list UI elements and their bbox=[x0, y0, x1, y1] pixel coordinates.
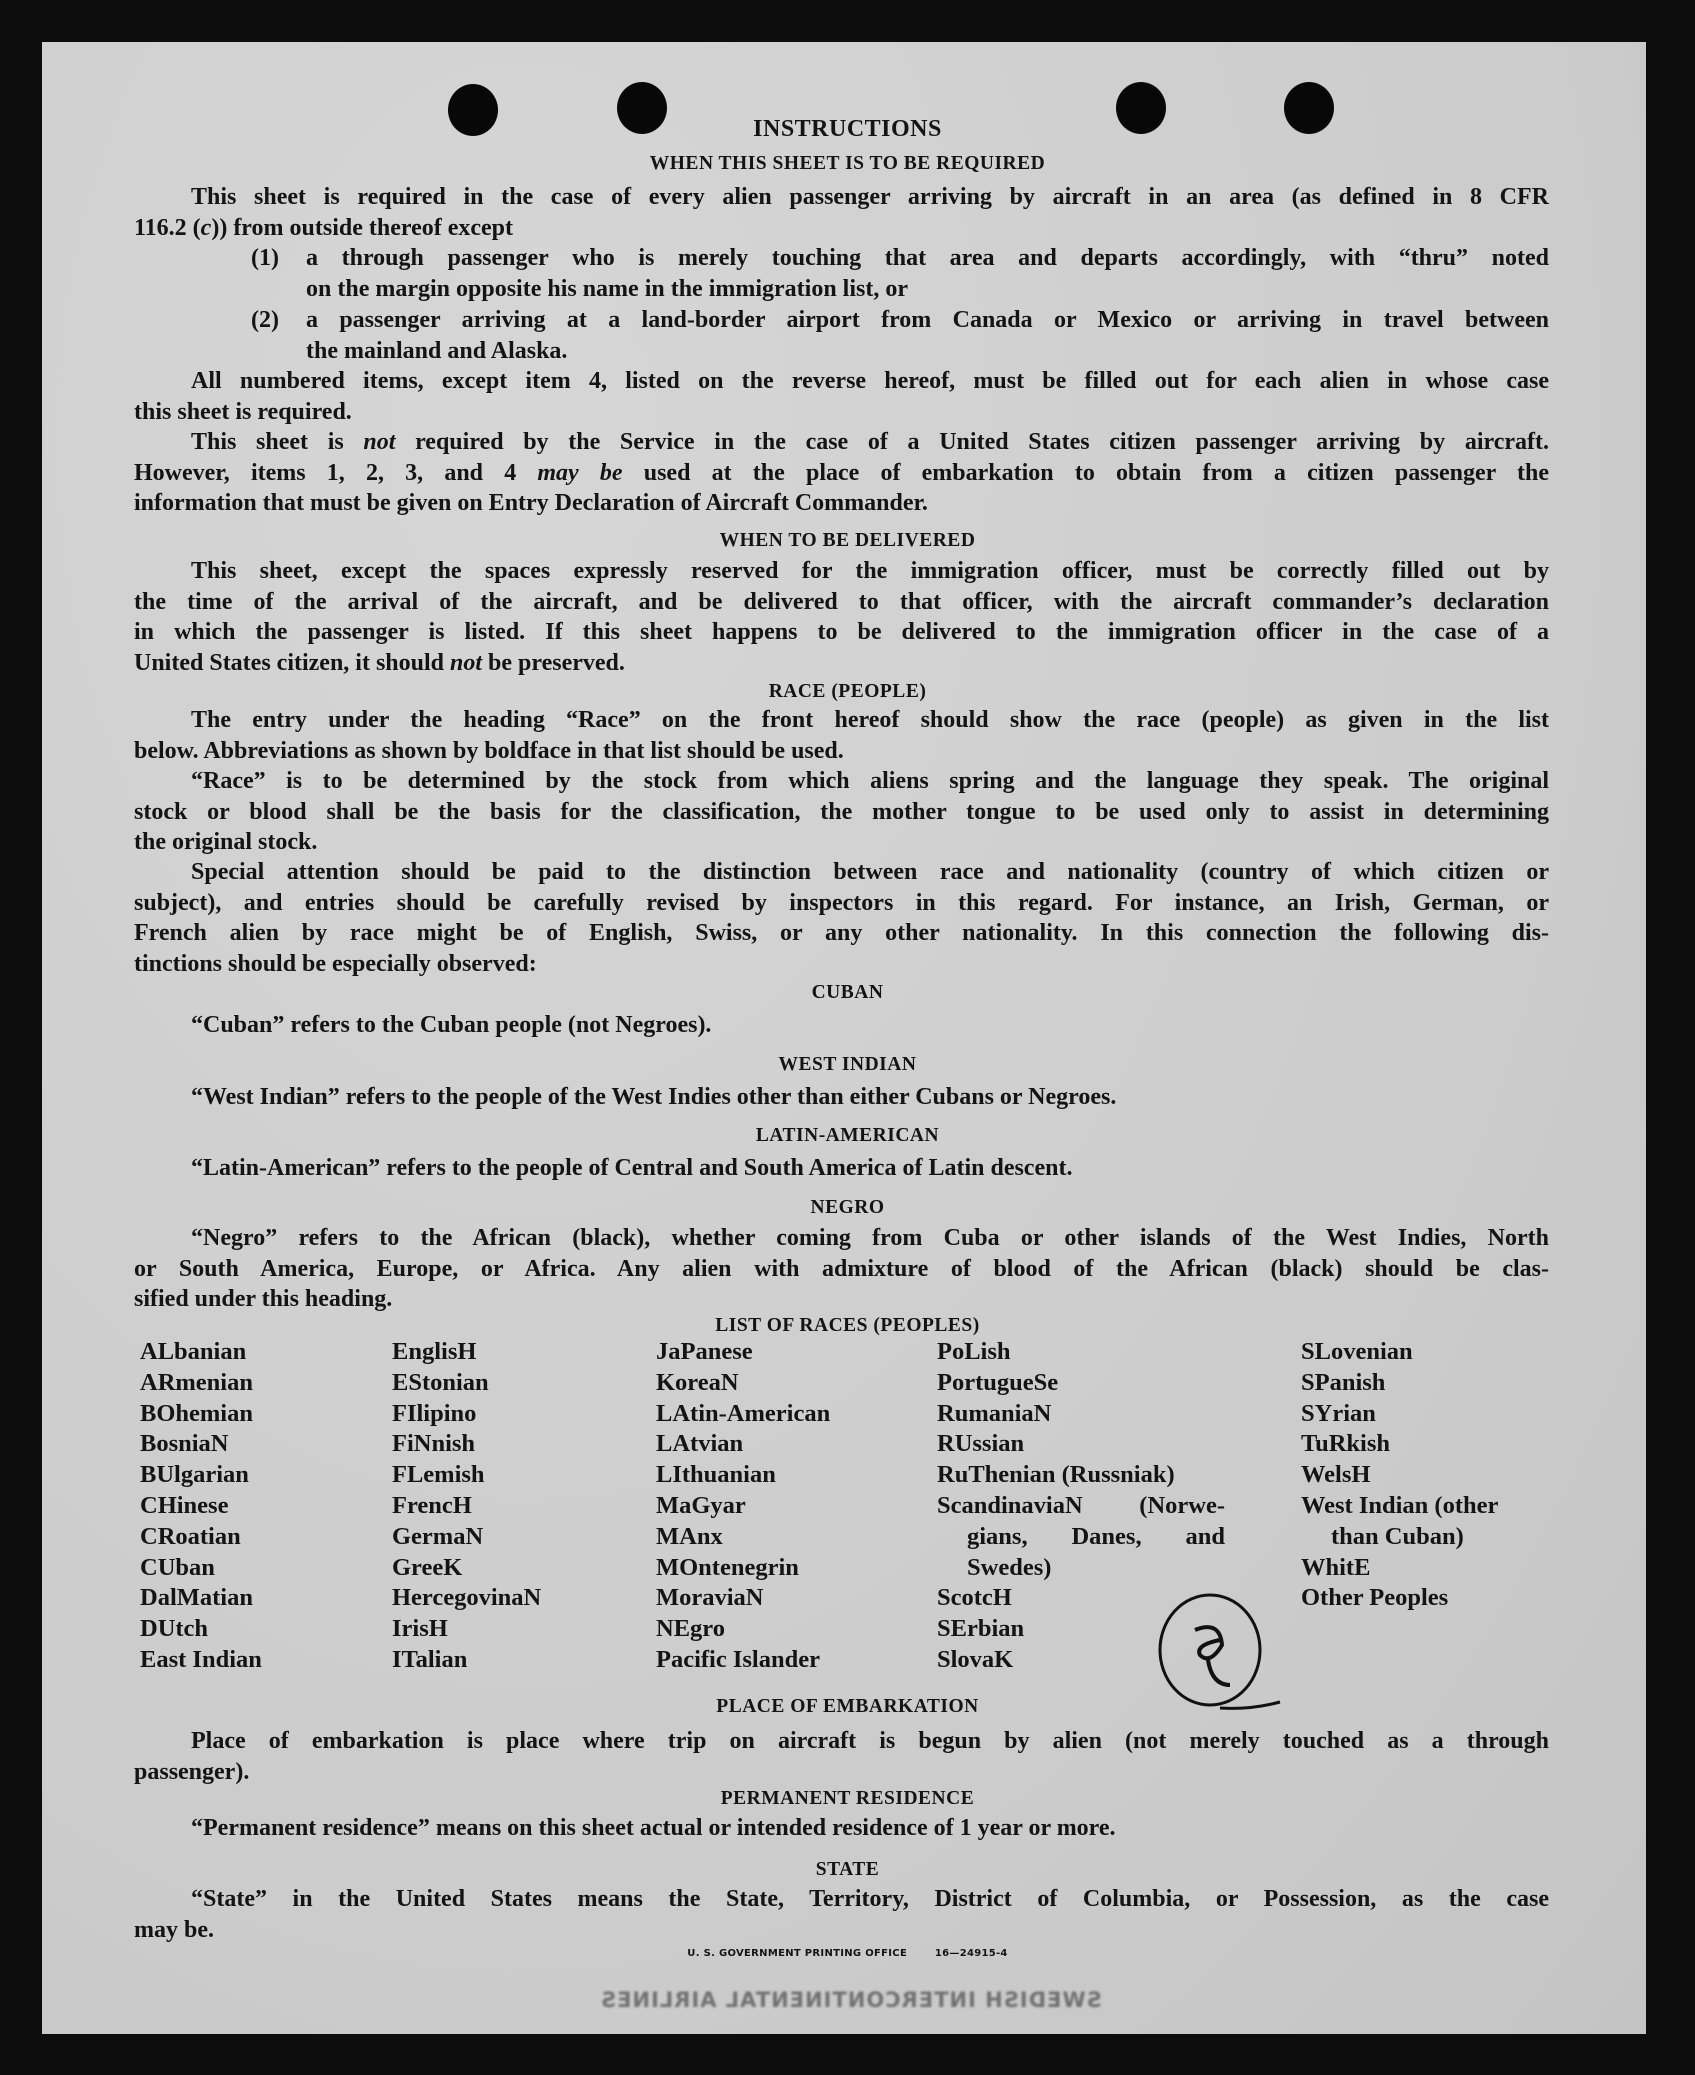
italic-text: c bbox=[200, 214, 212, 241]
text-line bbox=[134, 397, 1549, 428]
text-segment: All numbered items, except item 4, listed on the reverse hereof, must be filled out for each alien in whose case bbox=[191, 368, 1549, 394]
text-line bbox=[134, 366, 1549, 397]
italic-text: may be bbox=[537, 459, 623, 486]
paragraph bbox=[134, 1813, 1549, 1844]
race-entry: KoreaN bbox=[656, 1368, 739, 1396]
text-segment: or South America, Europe, or Africa. Any alien with admixture of blood of the African (black) should be clas- bbox=[134, 1255, 1549, 1282]
text-segment: )) from outside thereof except bbox=[211, 214, 514, 241]
race-entry: ITalian bbox=[392, 1645, 468, 1673]
text-segment: “Permanent residence” means on this sheet actual or intended residence of 1 year or more. bbox=[191, 1815, 1116, 1841]
text-line bbox=[134, 949, 1549, 980]
text-line bbox=[134, 648, 1549, 679]
heading-west-indian: WEST INDIAN bbox=[778, 1054, 917, 1075]
paragraph bbox=[134, 705, 1549, 766]
race-entry: BosniaN bbox=[140, 1430, 229, 1458]
race-entry: ALbanian bbox=[140, 1338, 247, 1365]
text-line bbox=[306, 305, 1549, 336]
printer-imprint: U. S. GOVERNMENT PRINTING OFFICE bbox=[687, 1948, 908, 1959]
text-line bbox=[134, 427, 1549, 458]
text-line bbox=[134, 458, 1549, 489]
text-line bbox=[134, 1254, 1549, 1285]
italic-text: not bbox=[450, 650, 483, 677]
text-line bbox=[306, 243, 1549, 274]
text-line bbox=[134, 1223, 1549, 1254]
race-entry: FLemish bbox=[392, 1461, 485, 1489]
race-entry: CRoatian bbox=[140, 1522, 241, 1550]
race-entry: SPanish bbox=[1301, 1368, 1386, 1396]
race-entry: SLovenian bbox=[1301, 1338, 1413, 1365]
heading-place-of-embarkation: PLACE OF EMBARKATION bbox=[716, 1696, 979, 1717]
race-entry: Pacific Islander bbox=[656, 1645, 820, 1673]
race-entry: SErbian bbox=[937, 1615, 1025, 1643]
exception-item-2 bbox=[251, 305, 1549, 366]
race-entry: than Cuban) bbox=[1331, 1522, 1464, 1550]
heading-list-of-races: LIST OF RACES (PEOPLES) bbox=[715, 1315, 980, 1336]
race-entry: CHinese bbox=[140, 1491, 229, 1519]
race-entry: ScandinaviaN (Norwe- bbox=[937, 1491, 1225, 1519]
footer bbox=[0, 1948, 1695, 1960]
races-column bbox=[140, 1337, 262, 1676]
text-line bbox=[134, 556, 1549, 587]
races-column bbox=[392, 1337, 541, 1676]
paragraph bbox=[134, 1153, 1549, 1184]
text-line bbox=[134, 705, 1549, 736]
paragraph bbox=[134, 182, 1549, 243]
race-entry: ARmenian bbox=[140, 1368, 253, 1396]
race-entry: MaGyar bbox=[656, 1491, 746, 1519]
paragraph bbox=[134, 1082, 1549, 1113]
race-entry: GermaN bbox=[392, 1522, 484, 1550]
text-line bbox=[134, 1010, 1549, 1041]
heading-cuban: CUBAN bbox=[811, 982, 884, 1003]
text-segment: a passenger arriving at a land-border airport from Canada or Mexico or arriving in travel between bbox=[306, 307, 1549, 333]
text-line bbox=[134, 587, 1549, 618]
race-entry: LIthuanian bbox=[656, 1461, 776, 1489]
heading-latin-american: LATIN-AMERICAN bbox=[755, 1125, 940, 1146]
text-segment: This sheet is bbox=[191, 429, 364, 455]
text-line bbox=[134, 182, 1549, 213]
text-segment: “West Indian” refers to the people of the West Indies other than either Cubans or Negroes. bbox=[191, 1084, 1117, 1110]
text-line bbox=[134, 918, 1549, 949]
text-segment: below. Abbreviations as shown by bbox=[134, 737, 485, 764]
text-line bbox=[134, 857, 1549, 888]
text-segment: may be. bbox=[134, 1916, 214, 1943]
paragraph bbox=[134, 556, 1549, 679]
race-entry: DUtch bbox=[140, 1615, 209, 1643]
heading-when-delivered: WHEN TO BE DELIVERED bbox=[719, 530, 976, 551]
race-entry: DalMatian bbox=[140, 1584, 253, 1612]
paragraph bbox=[134, 1010, 1549, 1041]
heading-when-required: WHEN THIS SHEET IS TO BE REQUIRED bbox=[649, 153, 1046, 174]
text-segment: “Cuban” refers to the Cuban people (not Negroes). bbox=[191, 1012, 712, 1038]
text-segment: tinctions should be especially observed: bbox=[134, 951, 537, 978]
race-entry: JaPanese bbox=[656, 1338, 753, 1365]
text-segment: French alien by race might be of English, Swiss, or any other nationality. In this connection the following dis- bbox=[134, 920, 1549, 947]
race-entry: EStonian bbox=[392, 1368, 489, 1396]
race-entry: WelsH bbox=[1301, 1461, 1371, 1489]
race-entry: FIlipino bbox=[392, 1399, 477, 1427]
text-segment: United States citizen, it should bbox=[134, 650, 451, 677]
italic-text: not bbox=[363, 429, 396, 455]
race-entry: NEgro bbox=[656, 1615, 725, 1643]
race-entry: BOhemian bbox=[140, 1399, 253, 1427]
form-number: 16—24915-4 bbox=[934, 1948, 1008, 1959]
race-entry: FrencH bbox=[392, 1491, 472, 1519]
text-segment: sified under this heading. bbox=[134, 1286, 393, 1313]
text-line bbox=[134, 1757, 1549, 1788]
text-segment: “Negro” refers to the African (black), whether coming from Cuba or other islands of the West Indies, North bbox=[191, 1225, 1549, 1251]
text-segment: “Race” is to be determined by the stock from which aliens spring and the language they speak. The original bbox=[191, 768, 1549, 794]
race-entry: RumaniaN bbox=[937, 1399, 1052, 1427]
text-segment: passenger). bbox=[134, 1758, 250, 1785]
race-entry: CUban bbox=[140, 1553, 215, 1581]
race-entry: MOntenegrin bbox=[656, 1553, 799, 1581]
text-line bbox=[134, 213, 1549, 244]
race-entry: IrisH bbox=[392, 1615, 448, 1643]
text-line bbox=[134, 488, 1549, 519]
race-entry: MAnx bbox=[656, 1522, 723, 1550]
race-entry: ScotcH bbox=[937, 1584, 1012, 1612]
text-segment: a through passenger who is merely touching that area and departs accordingly, with “thru” noted bbox=[306, 245, 1549, 271]
text-line bbox=[134, 736, 1549, 767]
text-line bbox=[134, 1153, 1549, 1184]
race-entry: West Indian (other bbox=[1301, 1491, 1499, 1519]
paragraph bbox=[134, 1884, 1549, 1945]
page-title: INSTRUCTIONS bbox=[753, 116, 942, 142]
paragraph bbox=[134, 1726, 1549, 1787]
text-segment: subject), and entries should be carefully revised by inspectors in this regard. For instance, an Irish, German, or bbox=[134, 889, 1549, 916]
text-segment: used at the place of embarkation to obtain from a citizen passenger the bbox=[622, 459, 1550, 486]
race-entry: Other Peoples bbox=[1301, 1584, 1449, 1612]
text-line bbox=[134, 888, 1549, 919]
item-text bbox=[306, 305, 1549, 366]
text-segment: this sheet is required. bbox=[134, 398, 352, 425]
race-entry: BUlgarian bbox=[140, 1461, 249, 1489]
paragraph bbox=[134, 366, 1549, 427]
text-segment: However, items 1, 2, 3, and 4 bbox=[134, 459, 538, 486]
text-line bbox=[134, 1726, 1549, 1757]
race-entry: FiNnish bbox=[392, 1430, 476, 1458]
text-line bbox=[134, 1284, 1549, 1315]
text-segment: the mainland and Alaska. bbox=[306, 337, 568, 364]
paragraph bbox=[134, 766, 1549, 858]
text-segment: in that list should be used. bbox=[571, 737, 844, 764]
text-segment: Place of embarkation is place where trip on aircraft is begun by alien (not merely touched as a through bbox=[191, 1728, 1549, 1754]
heading-permanent-residence: PERMANENT RESIDENCE bbox=[720, 1788, 975, 1809]
race-entry: PortugueSe bbox=[937, 1368, 1059, 1396]
text-segment: be preserved. bbox=[482, 650, 625, 677]
races-column bbox=[1301, 1337, 1498, 1614]
text-segment: “Latin-American” refers to the people of Central and South America of Latin descent. bbox=[191, 1155, 1073, 1181]
race-entry: RUssian bbox=[937, 1430, 1025, 1458]
text-segment: 116.2 ( bbox=[134, 214, 201, 241]
race-entry: EnglisH bbox=[392, 1338, 477, 1365]
text-line bbox=[134, 797, 1549, 828]
item-number: (1) bbox=[251, 245, 279, 271]
races-column bbox=[656, 1337, 830, 1676]
race-entry: SYrian bbox=[1301, 1399, 1376, 1427]
text-line bbox=[134, 1082, 1549, 1113]
text-segment: The entry under the heading “Race” on the front hereof should show the race (people) as given in the list bbox=[191, 707, 1549, 733]
text-line bbox=[134, 1813, 1549, 1844]
race-entry: gians, Danes, and bbox=[967, 1522, 1225, 1550]
text-segment: This sheet is required in the case of every alien passenger arriving by aircraft in an area (as defined in 8 CFR bbox=[191, 184, 1549, 210]
text-segment: stock or blood shall be the basis for the classification, the mother tongue to be used only to assist in determining bbox=[134, 798, 1549, 825]
race-entry: RuThenian (Russniak) bbox=[937, 1461, 1175, 1489]
paragraph bbox=[134, 427, 1549, 519]
race-entry: HercegovinaN bbox=[392, 1584, 542, 1612]
text-line bbox=[306, 274, 1549, 305]
text-line bbox=[134, 766, 1549, 797]
text-segment: information that must be given on Entry Declaration of Aircraft Commander. bbox=[134, 490, 928, 517]
text-segment: required by the Service in the case of a United States citizen passenger arriving by aircraft. bbox=[395, 429, 1549, 455]
race-entry: Swedes) bbox=[967, 1553, 1052, 1581]
item-number: (2) bbox=[251, 307, 279, 333]
text-line bbox=[134, 827, 1549, 858]
race-entry: MoraviaN bbox=[656, 1584, 764, 1612]
paragraph bbox=[134, 1223, 1549, 1315]
race-entry: PoLish bbox=[937, 1338, 1011, 1365]
race-entry: WhitE bbox=[1301, 1553, 1371, 1581]
race-entry: LAtin-American bbox=[656, 1399, 831, 1427]
item-text bbox=[306, 243, 1549, 304]
race-entry: SlovaK bbox=[937, 1645, 1014, 1673]
race-entry: East Indian bbox=[140, 1645, 262, 1673]
exception-item-1 bbox=[251, 243, 1549, 304]
text-segment: in which the passenger is listed. If this sheet happens to be delivered to the immigration officer in the case of a bbox=[134, 619, 1549, 646]
text-segment: This sheet, except the spaces expressly reserved for the immigration officer, must be correctly filled out by bbox=[191, 558, 1549, 584]
text-line bbox=[134, 1884, 1549, 1915]
text-segment: “State” in the United States means the State, Territory, District of Columbia, or Possession, as the case bbox=[191, 1886, 1549, 1912]
text-line bbox=[134, 617, 1549, 648]
heading-negro: NEGRO bbox=[810, 1197, 885, 1218]
race-entry: GreeK bbox=[392, 1553, 463, 1581]
race-entry: LAtvian bbox=[656, 1430, 744, 1458]
heading-state: STATE bbox=[815, 1859, 880, 1880]
text-segment: Special attention should be paid to the distinction between race and nationality (country of which citizen or bbox=[191, 859, 1549, 885]
text-line bbox=[134, 1915, 1549, 1946]
text-segment: the time of the arrival of the aircraft, and be delivered to that officer, with the aircraft commander’s declaration bbox=[134, 588, 1549, 615]
airline-stamp-mirrored: SWEDISH INTERCONTINENTAL AIRLINES bbox=[600, 1988, 1102, 2012]
text-segment: boldface bbox=[484, 737, 571, 764]
heading-race: RACE (PEOPLE) bbox=[768, 681, 927, 702]
race-entry: TuRkish bbox=[1301, 1430, 1391, 1458]
paragraph bbox=[134, 857, 1549, 980]
text-segment: the original stock. bbox=[134, 829, 318, 856]
text-segment: on the margin opposite his name in the immigration list, or bbox=[306, 275, 909, 302]
text-line bbox=[306, 336, 1549, 367]
